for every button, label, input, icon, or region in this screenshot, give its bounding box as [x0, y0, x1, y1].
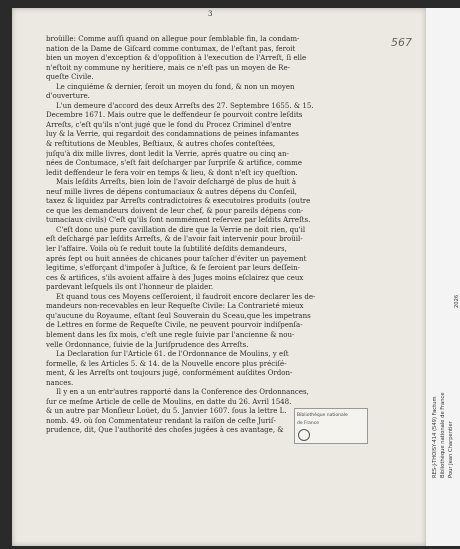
stamp-line-2: de France [297, 421, 320, 426]
page-folio: 3 [208, 10, 213, 18]
catalog-library: Bibliothèque nationale de France [440, 392, 446, 478]
text-line: Le cinquiéme & dernier, ſeroit un moyen du fond, & non un moyen [56, 81, 295, 91]
text-line: Mais leſdits Arreſts, bien loin de l'avoir deſchargé de plus de huit à [56, 177, 297, 187]
text-line: taxez & liquidez par Arreſts contradictoires & executoires produits (outre [46, 196, 311, 206]
document-body [46, 34, 386, 435]
text-line: luy & la Verrie, qui regardoit des condamnations de peines infamantes [46, 129, 299, 139]
text-line: broüille: Comme auſſi quand on allegue pour ſemblable fin, la condam- [46, 34, 300, 43]
text-line: blement dans les ſix mois, c'eſt une regle ſuivie par l'ancienne & nou- [46, 329, 295, 339]
text-line: legitime, s'efforçant d'impoſer à Juſtice, & ſe ſeroient par leurs deſſein- [46, 263, 301, 273]
text-line: nées de Contumace, s'eſt fait deſcharger par ſurpriſe & artifice, comme [46, 158, 303, 168]
catalog-title: Pour Jean Charpentier [448, 421, 454, 478]
text-line: qu'aucune du Royaume, eſtant ſeul Souverain du Sceau,que les impetrans [46, 310, 311, 320]
text-line: d'ouverture. [46, 91, 90, 101]
text-line: mandeurs non-recevables en leur Requeſte Civile: La Contrarieté mieux [46, 301, 304, 311]
catalog-code: 2026 [454, 294, 460, 308]
library-stamp [294, 408, 368, 444]
text-line: tumaciaux civils) C'eſt qu'ils ſont nommément reſervez par leſdits Arreſts. [46, 215, 311, 225]
catalog-strip [426, 8, 460, 546]
catalog-call-number: RES-J-THOISY-414 (549) Factum [432, 396, 438, 478]
text-line: L'un demeure d'accord des deux Arreſts des 27. Septembre 1655. & 15. [56, 100, 314, 110]
text-line: eſt deſchargé par leſdits Arreſts, & de l'avoir fait intervenir pour broüil- [46, 234, 303, 244]
text-line: & un autre par Monſieur Loüet, du 5. Janvier 1607. ſous la lettre L. [46, 406, 287, 416]
text-line: Et quand tous ces Moyens ceſſeroient, il faudroit encore declarer les de- [56, 291, 316, 301]
text-line: Decembre 1671. Mais outre que le deffendeur ſe pourvoit contre leſdits [46, 110, 303, 120]
text-line: bien un moyen d'exception & d'oppoſition à l'execution de l'Arreſt, ſi elle [46, 53, 307, 63]
stamp-line-1: Bibliothèque nationale [297, 413, 348, 418]
manuscript-number: 567 [391, 36, 412, 49]
text-line: formelle, & les Articles 5. & 14. de la Nouvelle encore plus préciſé- [46, 358, 287, 368]
text-line: neuf mille livres de dépens contumaciaux & autres dépens du Conſeil, [46, 186, 297, 196]
text-line: prudence, dit, Que l'authorité des choſes jugées à ces avantage, & [46, 425, 284, 435]
text-line: ces & artifices, s'ils avoient affaire à des Juges moins eſclairez que ceux [46, 272, 304, 282]
text-line: & reſtitutions de Meubles, Beſtiaux, & autres choſes conteſtées, [46, 139, 276, 149]
text-line: queſte Civile. [46, 72, 94, 82]
text-line: n'eſtoit ny commune ny heritiere, mais ce n'eſt pas un moyen de Re- [46, 62, 291, 72]
text-line: La Declaration ſur l'Article 61. de l'Ordonnance de Moulins, y eſt [56, 349, 289, 359]
text-line: Arreſts, c'eſt qu'ils n'ont jugé que le fond du Procez Criminel d'entre [46, 119, 292, 129]
stamp-logo-icon [298, 429, 310, 441]
text-line: Il y en a un entr'autres rapporté dans la Conference des Ordonnances, [56, 387, 309, 397]
text-line: ler l'affaire. Voila où ſe reduit toute la ſubtilité deſdits demandeurs, [46, 244, 287, 254]
text-line: aprés ſept ou huit années de chicanes pour taſcher d'éviter un payement [46, 253, 307, 263]
text-line: nances. [46, 377, 74, 387]
text-line: juſqu'à dix mille livres, dont ledit la Verrie, aprés quatre ou cinq an- [46, 148, 289, 158]
text-line: nation de la Dame de Giſcard comme contumax, de l'eſtant pas, feroit [46, 43, 296, 53]
document-page [12, 8, 426, 546]
text-line: velle Ordonnance, ſuivie de la Juriſprudence des Arreſts. [46, 339, 249, 349]
text-line: ce que les demandeurs doivent de leur chef, & pour pareils dépens con- [46, 205, 304, 215]
text-line: C'eſt donc une pure cavillation de dire que la Verrie ne doit rien, qu'il [56, 224, 306, 234]
text-line: nomb. 49. où ſon Commentateur rendant la raiſon de ceſte Juriſ- [46, 415, 276, 425]
text-line: ſur ce meſme Article de celle de Moulins, en datte du 26. Avril 1548. [46, 396, 292, 406]
text-line: ment, & les Arreſts ont toujours jugé, conformément auſdites Ordon- [46, 368, 293, 378]
text-line: pardevant leſquels ils ont l'honneur de plaider. [46, 282, 214, 292]
text-line: de Lettres en forme de Requeſte Civile, ne peuvent pourvoir indiſpenſa- [46, 320, 303, 330]
text-line: ledit deffendeur le fera voir en temps & lieu, & dont n'eſt icy queſtion. [46, 167, 298, 177]
